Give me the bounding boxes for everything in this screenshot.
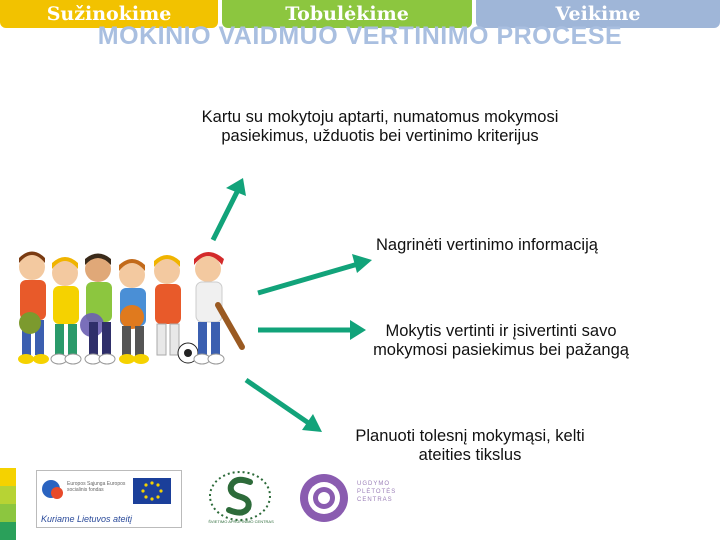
s-logo-caption: ŠVIETIMO APRŪPINIMO CENTRAS (208, 519, 274, 524)
page-title: MOKINIO VAIDMUO VERTINIMO PROCESE (97, 22, 623, 50)
step-4-text: Planuoti tolesnį mokymąsi, kelti ateities tikslus (355, 427, 585, 464)
arrow-to-step-4 (246, 380, 322, 432)
eu-small-text: Europos Sąjunga Europos socialinis fondas (67, 481, 126, 493)
arrow-to-step-3 (258, 320, 366, 340)
step-1-text: Kartu su mokytoju aptarti, numatomus mokymosi pasiekimus, užduotis bei vertinimo kriterijus (201, 108, 559, 145)
ugdymo-logo (298, 472, 350, 524)
tab-tobulekime[interactable]: Tobulėkime (222, 0, 472, 28)
s-emblem-logo (205, 470, 275, 526)
tab-veikime[interactable]: Veikime (476, 0, 720, 28)
color-strip (0, 468, 16, 540)
tab-suzinokime[interactable]: Sužinokime (0, 0, 218, 28)
children-illustration (10, 245, 250, 375)
eu-emblem (37, 473, 179, 513)
arrow-to-step-1 (213, 178, 246, 240)
ugdymo-logo-text: UGDYMO PLĖTOTĖS CENTRAS (357, 481, 397, 503)
step-2-text: Nagrinėti vertinimo informaciją (376, 236, 598, 254)
eu-caption: Kuriame Lietuvos ateitį (41, 514, 133, 524)
step-3-text: Mokytis vertinti ir įsivertinti savo mokymosi pasiekimus bei pažangą (373, 322, 629, 359)
eu-funding-logo (36, 470, 182, 528)
arrow-to-step-2 (258, 254, 372, 293)
